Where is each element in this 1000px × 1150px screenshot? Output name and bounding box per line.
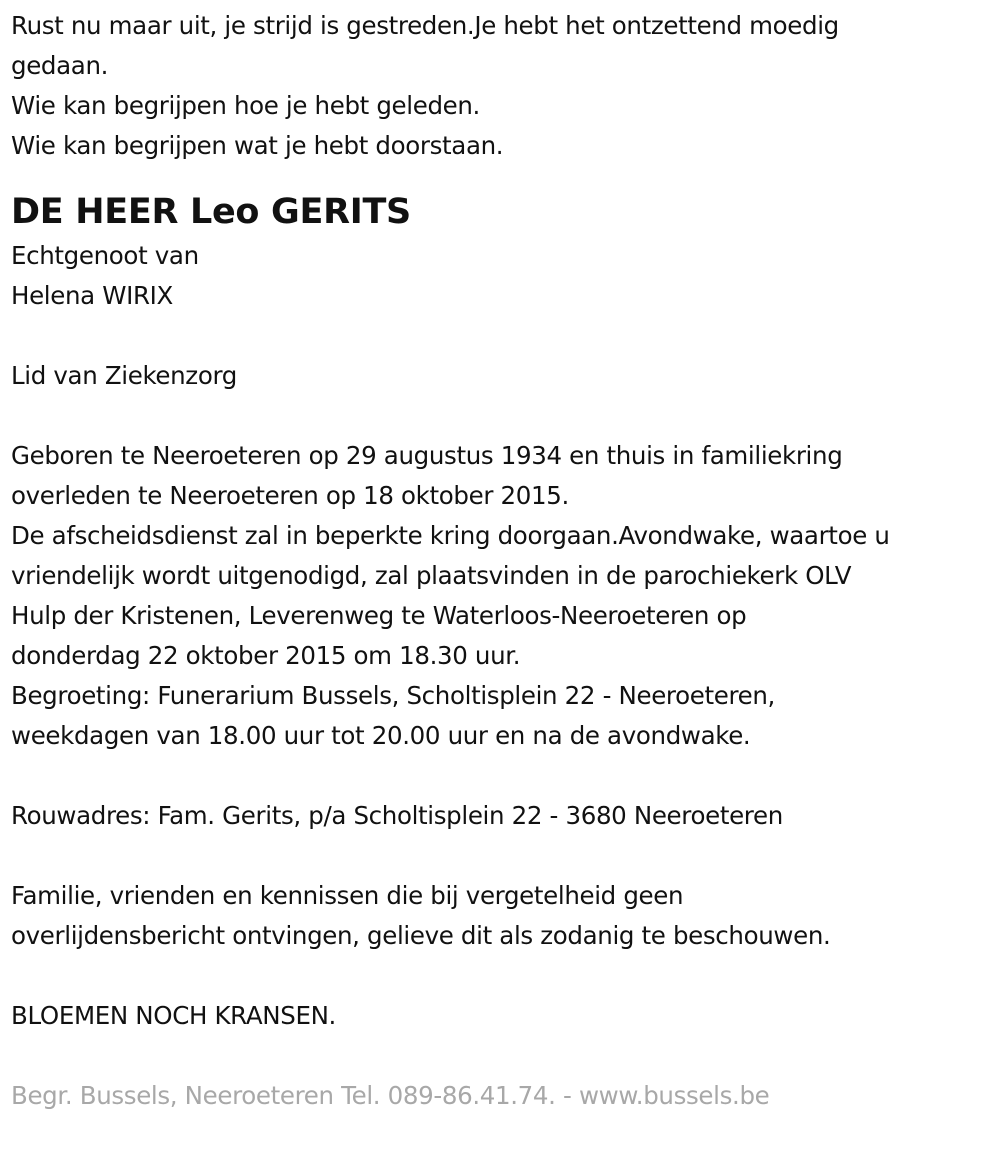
announcement-line: Hulp der Kristenen, Leverenweg te Waterloos-Neeroeteren op [11, 601, 747, 630]
announcement-line: De afscheidsdienst zal in beperkte kring doorgaan.Avondwake, waartoe u [11, 521, 890, 550]
announcement-line: weekdagen van 18.00 uur tot 20.00 uur en na de avondwake. [11, 721, 751, 750]
spacer [11, 316, 1000, 356]
spacer [11, 956, 1000, 996]
announcement-line: donderdag 22 oktober 2015 om 18.30 uur. [11, 641, 521, 670]
poem-line: gedaan. [11, 51, 109, 80]
mourning-address: Rouwadres: Fam. Gerits, p/a Scholtisplein 22 - 3680 Neeroeteren [11, 801, 783, 830]
membership: Lid van Ziekenzorg [11, 361, 237, 390]
announcement-line: overleden te Neeroeteren op 18 oktober 2015. [11, 481, 569, 510]
notice [11, 876, 1000, 956]
spacer [11, 166, 1000, 188]
announcement-line: Geboren te Neeroeteren op 29 augustus 1934 en thuis in familiekring [11, 441, 843, 470]
spouse-label: Echtgenoot van [11, 241, 199, 270]
poem [11, 6, 1000, 166]
poem-line: Rust nu maar uit, je strijd is gestreden.Je hebt het ontzettend moedig [11, 11, 839, 40]
poem-line: Wie kan begrijpen wat je hebt doorstaan. [11, 131, 504, 160]
spacer [11, 1036, 1000, 1076]
notice-line: Familie, vrienden en kennissen die bij vergetelheid geen [11, 881, 684, 910]
poem-line: Wie kan begrijpen hoe je hebt geleden. [11, 91, 480, 120]
funeral-home-footer: Begr. Bussels, Neeroeteren Tel. 089-86.41.74. - www.bussels.be [11, 1081, 770, 1110]
spacer [11, 396, 1000, 436]
announcement-line: vriendelijk wordt uitgenodigd, zal plaatsvinden in de parochiekerk OLV [11, 561, 852, 590]
announcement-line: Begroeting: Funerarium Bussels, Scholtisplein 22 - Neeroeteren, [11, 681, 775, 710]
spacer [11, 756, 1000, 796]
flowers-notice: BLOEMEN NOCH KRANSEN. [11, 1001, 336, 1030]
spouse-name: Helena WIRIX [11, 281, 173, 310]
announcement [11, 436, 1000, 756]
notice-line: overlijdensbericht ontvingen, gelieve dit als zodanig te beschouwen. [11, 921, 831, 950]
spacer [11, 836, 1000, 876]
deceased-title: DE HEER Leo GERITS [11, 192, 411, 232]
